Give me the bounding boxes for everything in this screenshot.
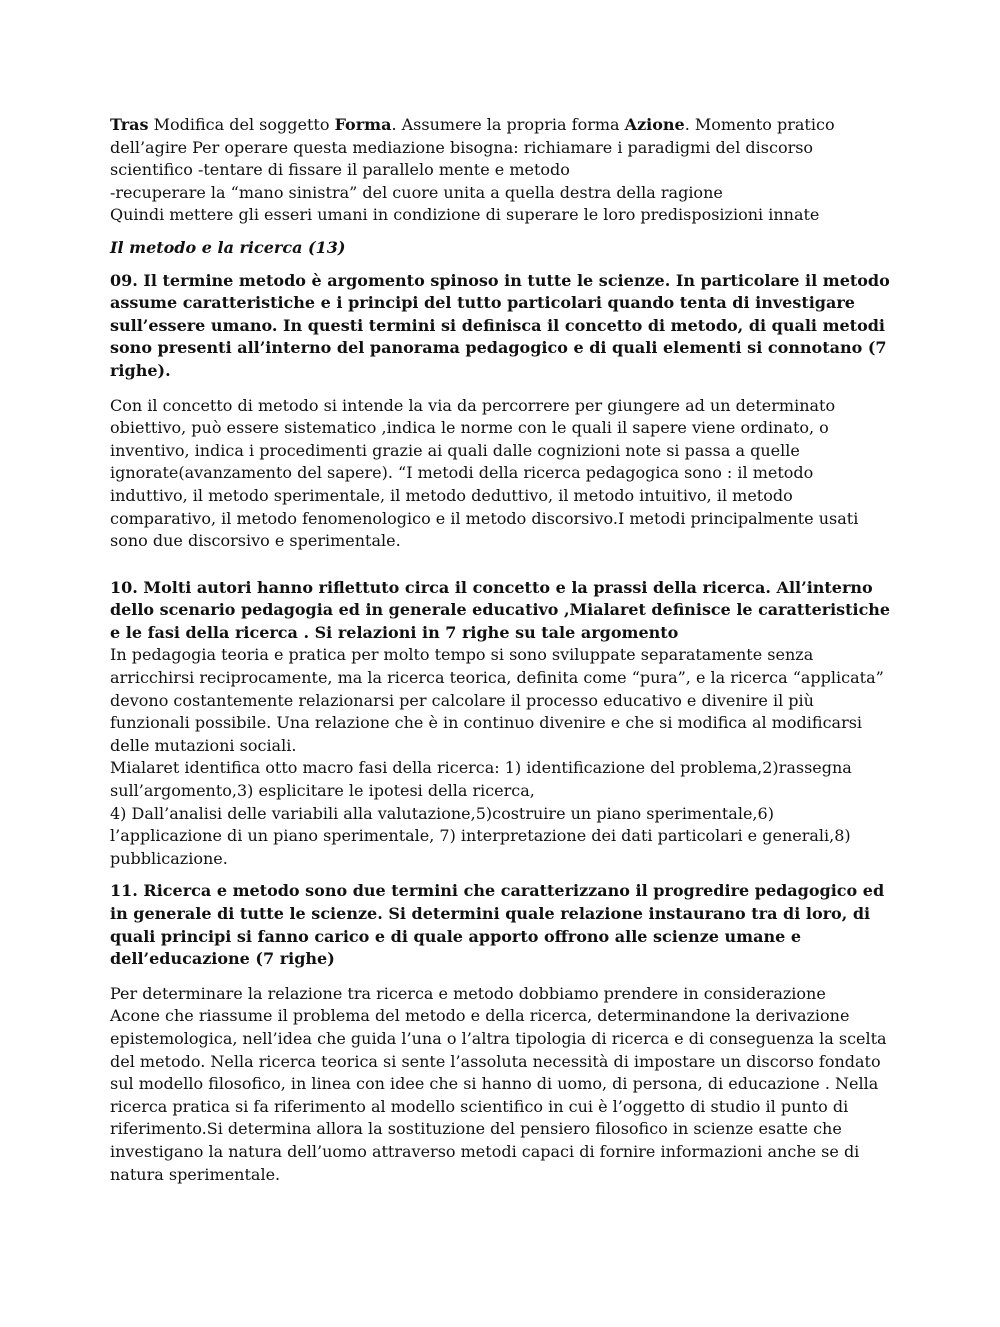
intro-line: dell’agire Per operare questa mediazione bisogna: richiamare i paradigmi del discorso	[110, 137, 814, 157]
intro-line: Quindi mettere gli esseri umani in condizione di superare le loro predisposizioni innate	[110, 205, 820, 225]
answer-line: ricerca pratica si fa riferimento al modello scientifico in cui è l’oggetto di studio il punto di	[110, 1096, 849, 1116]
answer-line: sul modello filosofico, in linea con idee che si hanno di uomo, di persona, di educazione . Nella	[110, 1074, 879, 1094]
answer-line: sull’argomento,3) esplicitare le ipotesi della ricerca,	[110, 781, 535, 801]
intro-paragraph	[110, 114, 890, 227]
question-line: quali principi si fanno carico e di quale apporto offrono alle scienze umane e	[110, 926, 802, 946]
answer-line: natura sperimentale.	[110, 1164, 281, 1184]
question-line: dell’educazione (7 righe)	[110, 949, 335, 969]
question-11	[110, 880, 890, 970]
question-line: sull’essere umano. In questi termini si definisca il concetto di metodo, di quali metodi	[110, 315, 886, 335]
answer-11	[110, 983, 890, 1186]
answer-line: pubblicazione.	[110, 848, 228, 868]
question-10	[110, 577, 890, 645]
answer-09	[110, 395, 890, 553]
section-heading: Il metodo e la ricerca (13)	[110, 237, 346, 257]
text-run: . Assumere la propria forma	[391, 115, 625, 134]
answer-line: devono costantemente relazionarsi per calcolare il processo educativo e divenire il più	[110, 690, 814, 710]
answer-line: l’applicazione di un piano sperimentale, 7) interpretazione dei dati particolari e generali,8)	[110, 826, 851, 846]
question-line: assume caratteristiche e i principi del tutto particolari quando tenta di investigare	[110, 293, 855, 313]
answer-line: investigano la natura dell’uomo attraverso metodi capaci di fornire informazioni anche se di	[110, 1141, 860, 1161]
term-forma: Forma	[334, 115, 392, 134]
question-line: 11. Ricerca e metodo sono due termini che caratterizzano il progredire pedagogico ed	[110, 881, 885, 901]
answer-line: Con il concetto di metodo si intende la via da percorrere per giungere ad un determinato	[110, 395, 836, 415]
answer-line: obiettivo, può essere sistematico ,indica le norme con le quali il sapere viene ordinato, o	[110, 418, 829, 438]
question-line: 10. Molti autori hanno riflettuto circa il concetto e la prassi della ricerca. All’interno	[110, 577, 873, 597]
answer-line: arricchirsi reciprocamente, ma la ricerca teorica, definita come “pura”, e la ricerca “applicata”	[110, 668, 884, 688]
text-run: . Momento pratico	[684, 115, 835, 134]
answer-line: delle mutazioni sociali.	[110, 735, 297, 755]
answer-line: Mialaret identifica otto macro fasi della ricerca: 1) identificazione del problema,2)rassegna	[110, 758, 852, 778]
text-run: Modifica del soggetto	[148, 115, 335, 134]
answer-line: inventivo, indica i procedimenti grazie ai quali dalle cognizioni note si passa a quelle	[110, 440, 800, 460]
answer-line: riferimento.Si determina allora la sostituzione del pensiero filosofico in scienze esatte che	[110, 1119, 842, 1139]
intro-line: scientifico -tentare di fissare il parallelo mente e metodo	[110, 160, 570, 180]
answer-10	[110, 644, 890, 870]
term-tras: Tras	[110, 115, 149, 134]
question-09	[110, 270, 890, 383]
answer-line: ignorate(avanzamento del sapere). “I metodi della ricerca pedagogica sono : il metodo	[110, 463, 814, 483]
answer-line: In pedagogia teoria e pratica per molto tempo si sono sviluppate separatamente senza	[110, 645, 814, 665]
term-azione: Azione	[624, 115, 685, 134]
question-line: e le fasi della ricerca . Si relazioni in 7 righe su tale argomento	[110, 622, 679, 642]
question-line: dello scenario pedagogia ed in generale educativo ,Mialaret definisce le caratteristiche	[110, 600, 891, 620]
question-line: in generale di tutte le scienze. Si determini quale relazione instaurano tra di loro, di	[110, 904, 871, 923]
answer-line: sono due discorsivo e sperimentale.	[110, 531, 401, 551]
answer-line: del metodo. Nella ricerca teorica si sente l’assoluta necessità di impostare un discorso fondato	[110, 1051, 881, 1071]
question-line: 09. Il termine metodo è argomento spinoso in tutte le scienze. In particolare il metodo	[110, 270, 890, 290]
answer-line: induttivo, il metodo sperimentale, il metodo deduttivo, il metodo intuitivo, il metodo	[110, 485, 793, 505]
answer-line: comparativo, il metodo fenomenologico e il metodo discorsivo.I metodi principalmente usati	[110, 508, 859, 528]
answer-line: Per determinare la relazione tra ricerca e metodo dobbiamo prendere in considerazione	[110, 983, 826, 1003]
answer-line: epistemologica, nell’idea che guida l’una o l’altra tipologia di ricerca e di conseguenza la scelta	[110, 1028, 887, 1048]
answer-line: Acone che riassume il problema del metodo e della ricerca, determinandone la derivazione	[110, 1006, 850, 1026]
answer-line: funzionali possibile. Una relazione che è in continuo divenire e che si modifica al modificarsi	[110, 713, 863, 733]
intro-line: -recuperare la “mano sinistra” del cuore unita a quella destra della ragione	[110, 182, 723, 202]
intro-line	[110, 114, 890, 137]
question-line: sono presenti all’interno del panorama pedagogico e di quali elementi si connotano (7	[110, 338, 887, 358]
question-line: righe).	[110, 360, 171, 380]
answer-line: 4) Dall’analisi delle variabili alla valutazione,5)costruire un piano sperimentale,6)	[110, 803, 774, 823]
